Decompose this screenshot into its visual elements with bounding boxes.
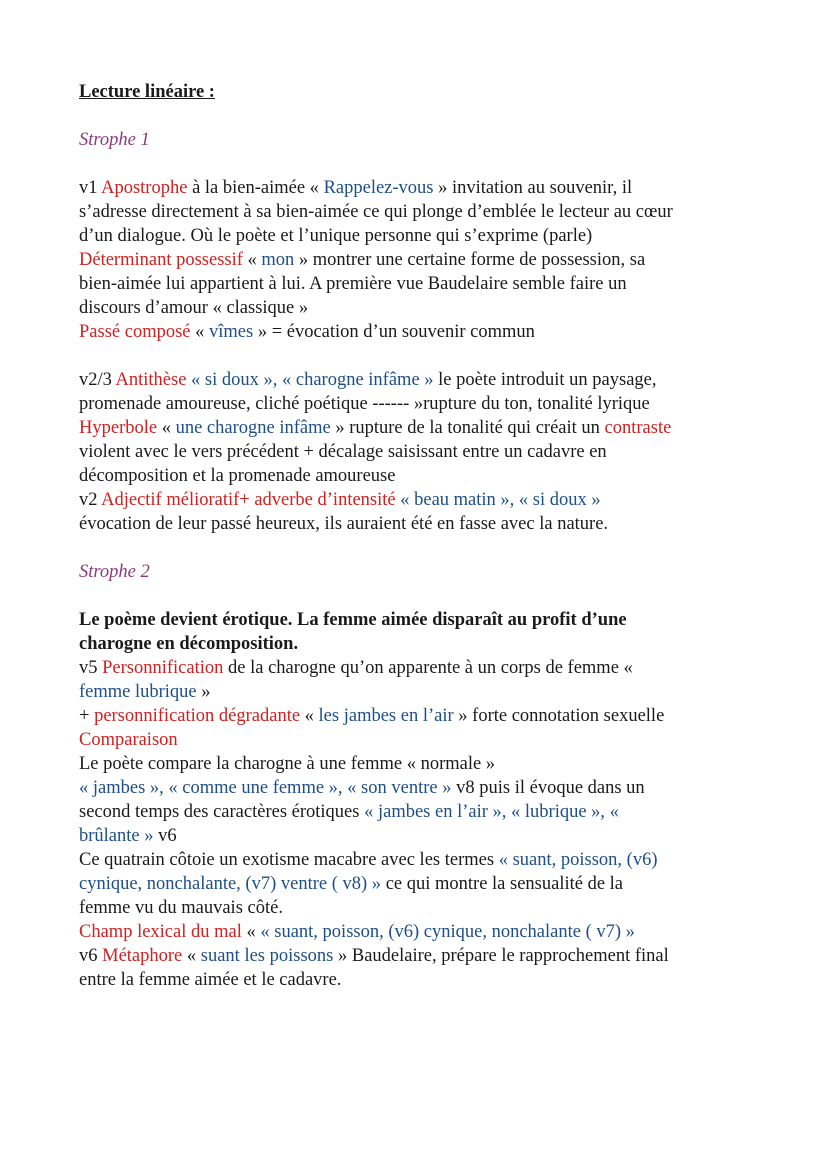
text-line: Ce quatrain côtoie un exotisme macabre avec les termes « suant, poisson, (v6)	[79, 850, 658, 870]
text-line: évocation de leur passé heureux, ils auraient été en fasse avec la nature.	[79, 514, 609, 534]
strophe-1-v1-paragraph	[79, 176, 768, 344]
text-line: cynique, nonchalante, (v7) ventre ( v8) » ce qui montre la sensualité de la	[79, 874, 624, 894]
text-line: Passé composé « vîmes » = évocation d’un souvenir commun	[79, 322, 535, 342]
text-line: « jambes », « comme une femme », « son ventre » v8 puis il évoque dans un	[79, 778, 645, 798]
strophe-2-lead	[79, 608, 768, 656]
strophe-1-v2-3-paragraph	[79, 368, 768, 536]
text-line: femme vu du mauvais côté.	[79, 898, 283, 918]
text-line: + personnification dégradante « les jambes en l’air » forte connotation sexuelle	[79, 706, 665, 726]
text-line: brûlante » v6	[79, 826, 177, 846]
text-line: Le poète compare la charogne à une femme « normale »	[79, 754, 496, 774]
text-line: Hyperbole « une charogne infâme » rupture de la tonalité qui créait un contraste	[79, 418, 672, 438]
text-line: v2/3 Antithèse « si doux », « charogne infâme » le poète introduit un paysage,	[79, 370, 657, 390]
text-line: violent avec le vers précédent + décalage saisissant entre un cadavre en	[79, 442, 607, 462]
text-line: s’adresse directement à sa bien-aimée ce qui plonge d’emblée le lecteur au cœur	[79, 202, 673, 222]
text-line: second temps des caractères érotiques « jambes en l’air », « lubrique », «	[79, 802, 619, 822]
text-line: discours d’amour « classique »	[79, 298, 309, 318]
text-line: v6 Métaphore « suant les poissons » Baudelaire, prépare le rapprochement final	[79, 946, 669, 966]
text-line: d’un dialogue. Où le poète et l’unique personne qui s’exprime (parle)	[79, 226, 593, 246]
text-line: v5 Personnification de la charogne qu’on apparente à un corps de femme «	[79, 658, 633, 678]
text-line: bien-aimée lui appartient à lui. A première vue Baudelaire semble faire un	[79, 274, 627, 294]
strophe-1-heading: Strophe 1	[79, 130, 150, 150]
text-line: Déterminant possessif « mon » montrer une certaine forme de possession, sa	[79, 250, 646, 270]
text-line: Le poème devient érotique. La femme aimée disparaît au profit d’une	[79, 610, 627, 630]
text-line: décomposition et la promenade amoureuse	[79, 466, 396, 486]
text-line: femme lubrique »	[79, 682, 211, 702]
text-line: Champ lexical du mal « « suant, poisson, (v6) cynique, nonchalante ( v7) »	[79, 922, 635, 942]
strophe-2-heading: Strophe 2	[79, 562, 150, 582]
strophe-2-v5-paragraph	[79, 656, 768, 992]
text-line: v2 Adjectif mélioratif+ adverbe d’intensité « beau matin », « si doux »	[79, 490, 601, 510]
text-line: v1 Apostrophe à la bien-aimée « Rappelez-vous » invitation au souvenir, il	[79, 178, 633, 198]
text-line: Comparaison	[79, 730, 178, 750]
page-title: Lecture linéaire :	[79, 82, 215, 102]
text-line: entre la femme aimée et le cadavre.	[79, 970, 342, 990]
text-line: promenade amoureuse, cliché poétique ------ »rupture du ton, tonalité lyrique	[79, 394, 650, 414]
text-line: charogne en décomposition.	[79, 634, 299, 654]
